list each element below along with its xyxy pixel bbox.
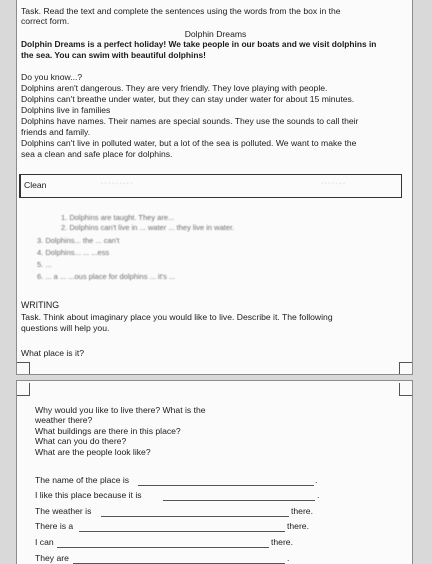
writing-task-line-2: questions will help you. bbox=[21, 323, 110, 333]
writing-heading: WRITING bbox=[21, 300, 60, 310]
answer-blank[interactable] bbox=[57, 547, 269, 548]
question-line: What are the people look like? bbox=[35, 447, 151, 457]
blurred-sentence: 4. Dolphins... ... ...ess bbox=[37, 248, 110, 257]
fact-line: Dolphins can't live in polluted water, but a lot of the sea is polluted. We want to make the bbox=[21, 138, 357, 148]
answer-blank[interactable] bbox=[138, 485, 314, 486]
crop-mark bbox=[399, 383, 412, 396]
task-line-2: correct form. bbox=[21, 16, 70, 26]
blurred-sentence: 6. ... a ... ...ous place for dolphins ... it's ... bbox=[37, 272, 176, 281]
worksheet-page-1 bbox=[16, 0, 413, 375]
do-you-know-heading: Do you know...? bbox=[21, 72, 83, 82]
fill-line-end: there. bbox=[291, 506, 313, 516]
crop-mark bbox=[17, 362, 30, 375]
fact-line: Dolphins can't breathe under water, but they can stay under water for about 15 minutes. bbox=[21, 94, 355, 104]
fill-line-label: I like this place because it is bbox=[35, 490, 142, 500]
fact-line: Dolphins have names. Their names are special sounds. They use the sounds to call their bbox=[21, 116, 359, 126]
fill-line-end: there. bbox=[271, 537, 293, 547]
fill-line-end: . bbox=[317, 490, 320, 500]
word-box-blurred: · · · · · · · · · bbox=[101, 181, 133, 187]
writing-task-line-1: Task. Think about imaginary place you would like to live. Describe it. The following bbox=[21, 312, 333, 322]
fact-line: friends and family. bbox=[21, 127, 91, 137]
question-line: What buildings are there in this place? bbox=[35, 426, 181, 436]
answer-blank[interactable] bbox=[101, 516, 289, 517]
fact-line: sea a clean and safe place for dolphins. bbox=[21, 149, 173, 159]
blurred-sentence: 2. Dolphins can't live in ... water ... they live in water. bbox=[61, 223, 235, 232]
fill-line-label: There is a bbox=[35, 521, 74, 531]
question-line: What can you do there? bbox=[35, 436, 127, 446]
task-line-1: Task. Read the text and complete the sentences using the words from the box in the bbox=[21, 6, 341, 16]
answer-blank[interactable] bbox=[163, 500, 315, 501]
word-box-first-word: Clean bbox=[24, 180, 47, 190]
fact-line: Dolphins live in families bbox=[21, 105, 111, 115]
word-box bbox=[19, 174, 402, 198]
question-line: Why would you like to live there? What is the bbox=[35, 405, 206, 415]
blurred-sentence: 1. Dolphins are taught. They are... bbox=[61, 213, 175, 222]
intro-line-2: the sea. You can swim with beautiful dolphins! bbox=[21, 50, 206, 60]
fill-line-label: The weather is bbox=[35, 506, 92, 516]
fill-line-end: there. bbox=[287, 521, 309, 531]
crop-mark bbox=[17, 383, 30, 396]
crop-mark bbox=[399, 362, 412, 375]
word-box-blurred: · · · · · · · bbox=[321, 181, 345, 187]
question-line: weather there? bbox=[35, 415, 93, 425]
intro-line-1: Dolphin Dreams is a perfect holiday! We take people in our boats and we visit dolphins in bbox=[21, 39, 377, 49]
fill-line-label: They are bbox=[35, 553, 69, 563]
page-title: Dolphin Dreams bbox=[184, 29, 247, 39]
fact-line: Dolphins aren't dangerous. They are very friendly. They love playing with people. bbox=[21, 83, 328, 93]
fill-line-end: . bbox=[315, 475, 318, 485]
worksheet-page-2 bbox=[16, 380, 413, 564]
answer-blank[interactable] bbox=[79, 531, 285, 532]
blurred-sentence: 3. Dolphins... the ... can't bbox=[37, 236, 120, 245]
blurred-sentence: 5. ... bbox=[37, 260, 52, 269]
question-what-place: What place is it? bbox=[21, 348, 85, 358]
fill-line-end: . bbox=[287, 553, 290, 563]
fill-line-label: The name of the place is bbox=[35, 475, 130, 485]
fill-line-label: I can bbox=[35, 537, 54, 547]
